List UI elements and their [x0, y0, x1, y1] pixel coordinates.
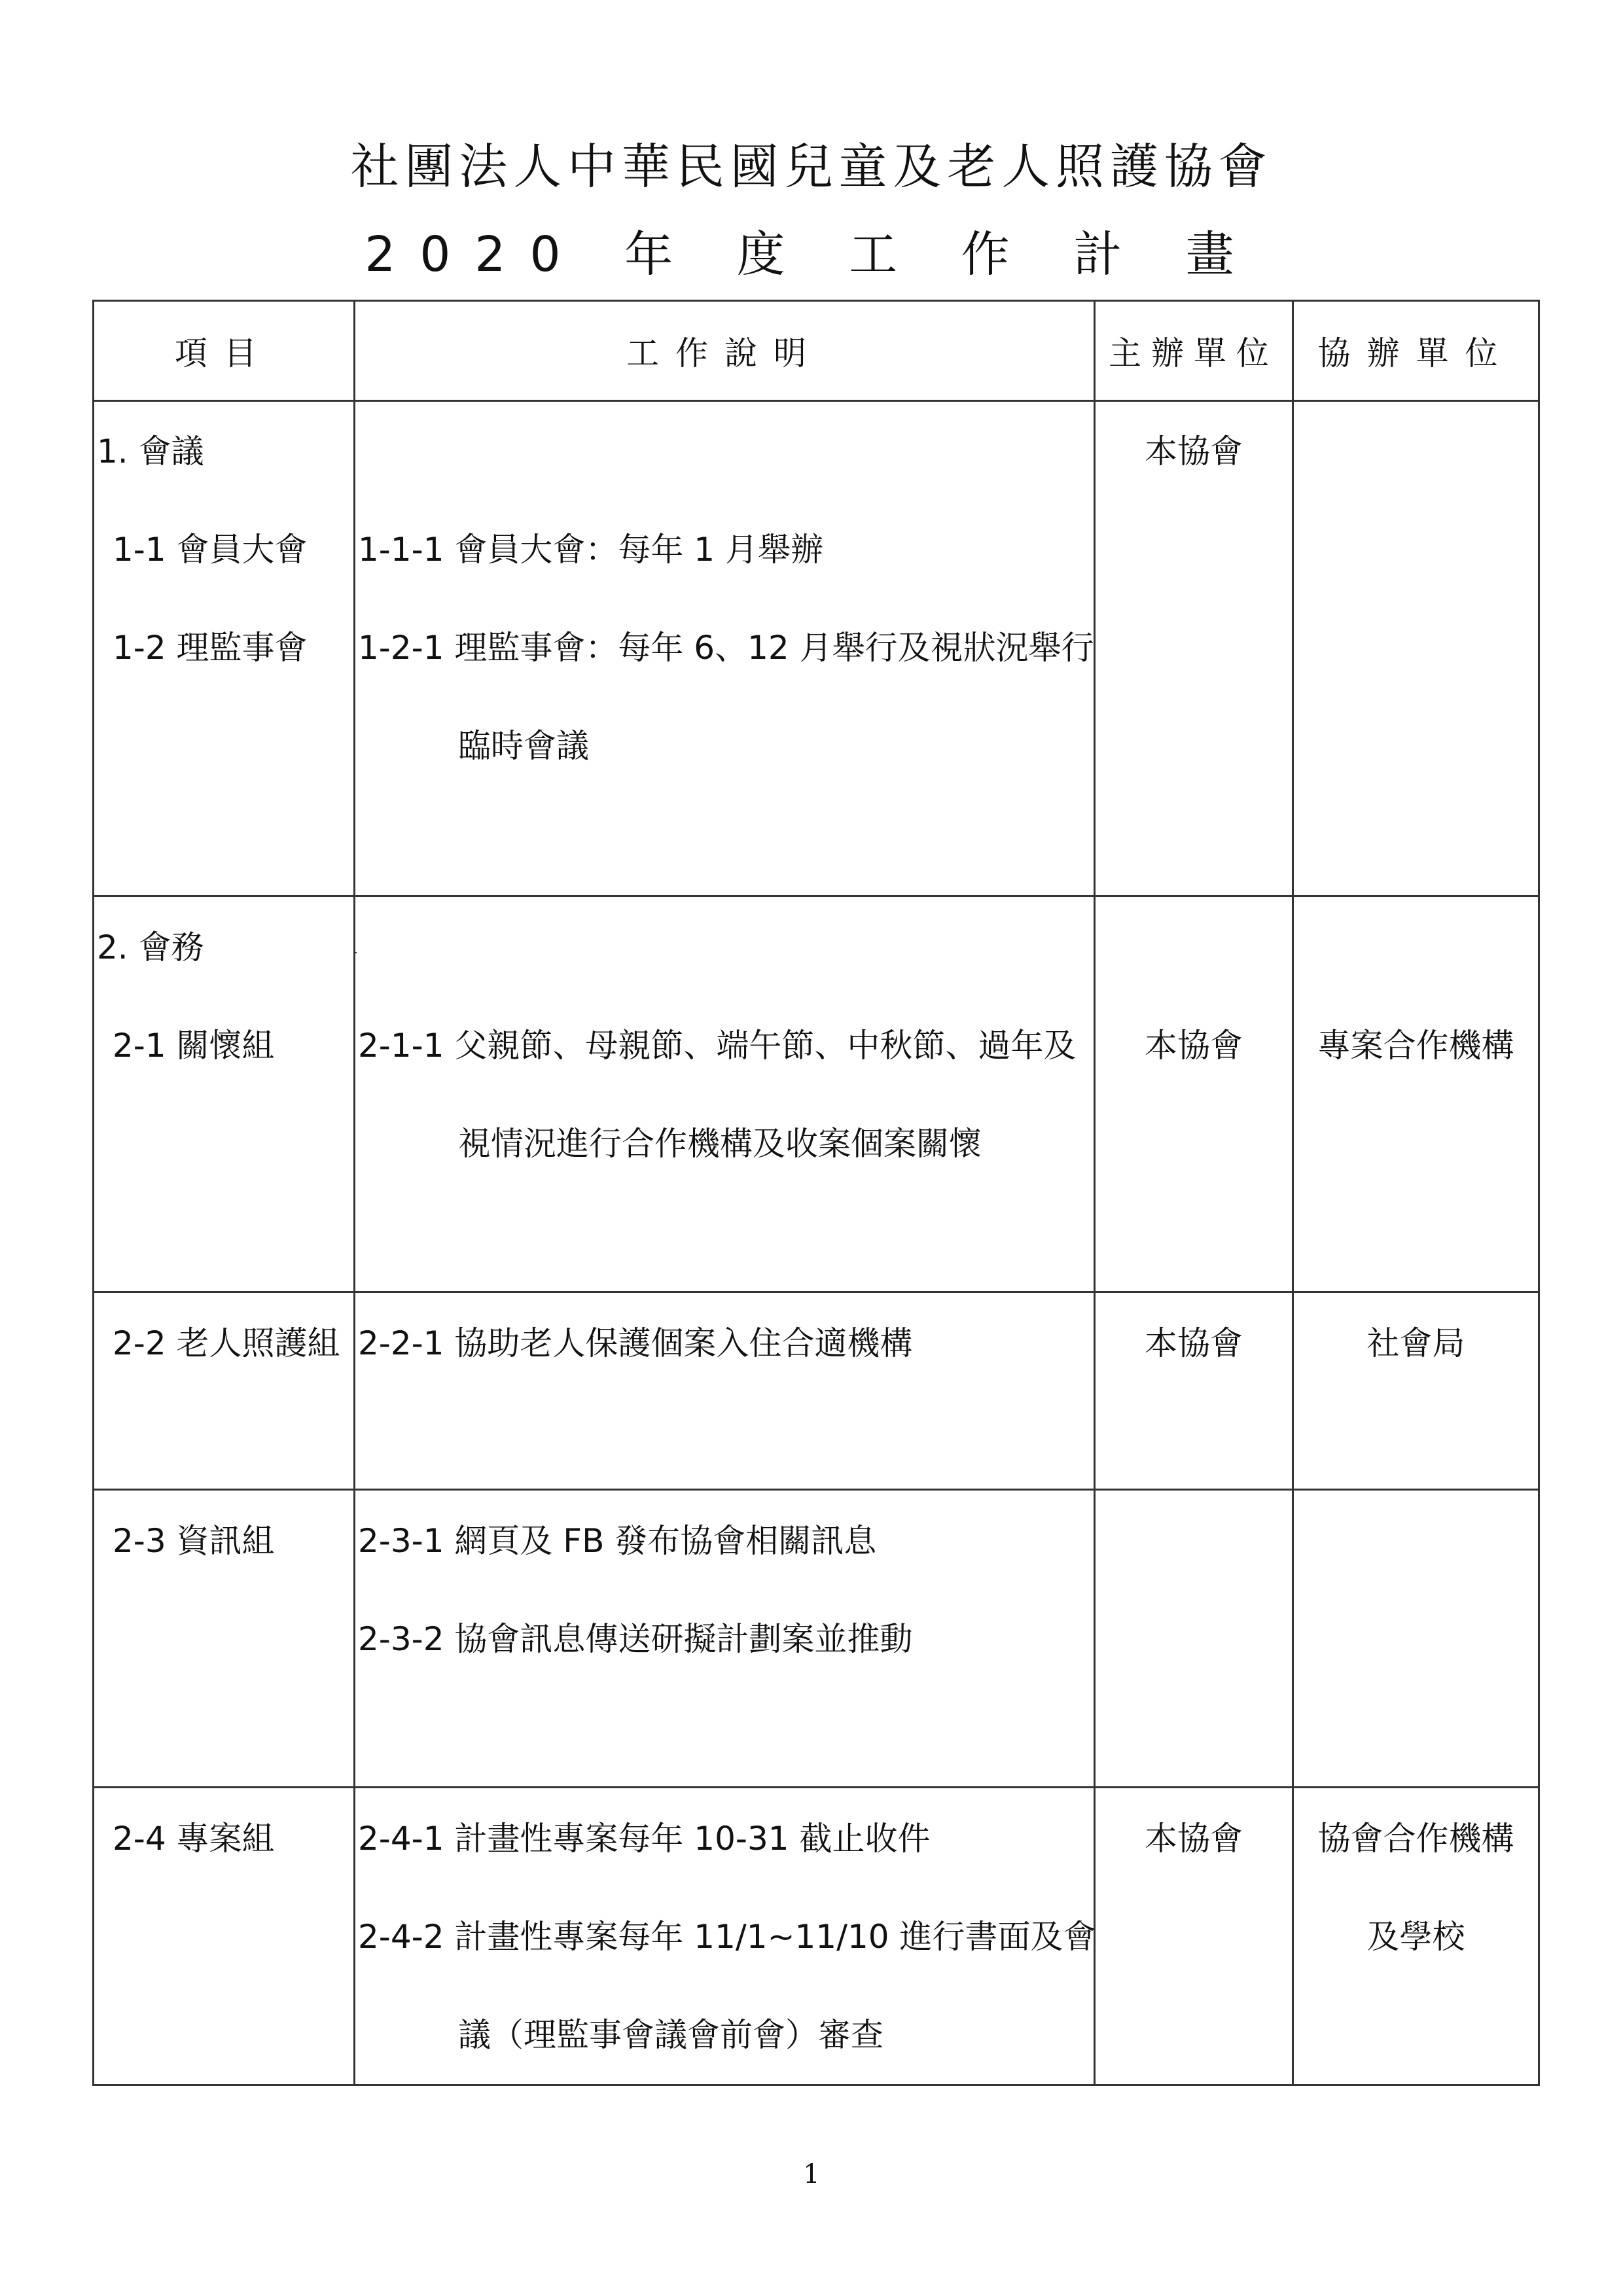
column-divider: [1094, 300, 1096, 2086]
column-divider: [1292, 300, 1294, 2086]
description-line: 臨時會議: [458, 727, 589, 765]
co-host-unit: 及學校: [1366, 1918, 1465, 1956]
host-unit: 本協會: [1145, 1820, 1243, 1858]
description-line: 2-4-2 計畫性專案每年 11/1~11/10 進行書面及會: [358, 1918, 1096, 1956]
host-unit: 本協會: [1145, 1324, 1243, 1362]
row-divider: [92, 1786, 1540, 1788]
description-line: 2-3-2 協會訊息傳送研擬計劃案並推動: [358, 1620, 913, 1658]
header-item: 項目: [175, 334, 273, 372]
co-host-unit: 社會局: [1366, 1324, 1465, 1362]
description-line: 議（理監事會議會前會）審查: [458, 2016, 883, 2054]
description-line: 2-1-1 父親節、母親節、端午節、中秋節、過年及: [358, 1027, 1077, 1065]
table-border-left: [92, 300, 94, 2086]
header-description: 工作說明: [626, 334, 823, 372]
row-divider: [92, 895, 1540, 897]
table-border-right: [1538, 300, 1540, 2086]
page-number: 1: [803, 2159, 820, 2189]
description-line: 1-2-1 理監事會：每年 6、12 月舉行及視狀況舉行: [358, 629, 1094, 667]
table-border-bottom: [92, 2084, 1540, 2086]
item-label: 2-4 專案組: [113, 1820, 275, 1858]
co-host-unit: 專案合作機構: [1317, 1027, 1514, 1065]
description-line: 2-3-1 網頁及 FB 發布協會相關訊息: [358, 1522, 877, 1560]
host-unit: 本協會: [1145, 1027, 1243, 1065]
item-label: 1-1 會員大會: [113, 531, 308, 569]
item-label: 2-3 資訊組: [113, 1522, 275, 1560]
host-unit: 本協會: [1145, 433, 1243, 470]
document-title: 社團法人中華民國兒童及老人照護協會: [350, 139, 1273, 195]
description-line: 2-2-1 協助老人保護個案入住合適機構: [358, 1324, 913, 1362]
column-divider: [353, 300, 355, 2086]
item-label: 2-2 老人照護組: [113, 1324, 340, 1362]
description-line: 2-4-1 計畫性專案每年 10-31 截止收件: [358, 1820, 931, 1858]
item-label: 2-1 關懷組: [113, 1027, 275, 1065]
stray-mark: [354, 952, 357, 953]
row-divider: [92, 1291, 1540, 1293]
item-label: 1. 會議: [97, 433, 204, 470]
item-label: 1-2 理監事會: [113, 629, 308, 667]
header-host-unit: 主辦單位: [1109, 334, 1279, 372]
document-subtitle: 2020 年 度 工 作 計 畫: [365, 226, 1258, 283]
item-label: 2. 會務: [97, 928, 204, 966]
header-co-host-unit: 協辦單位: [1317, 334, 1514, 372]
description-line: 視情況進行合作機構及收案個案關懷: [458, 1125, 982, 1163]
row-divider: [92, 1489, 1540, 1491]
description-line: 1-1-1 會員大會：每年 1 月舉辦: [358, 531, 824, 569]
co-host-unit: 協會合作機構: [1317, 1820, 1514, 1858]
